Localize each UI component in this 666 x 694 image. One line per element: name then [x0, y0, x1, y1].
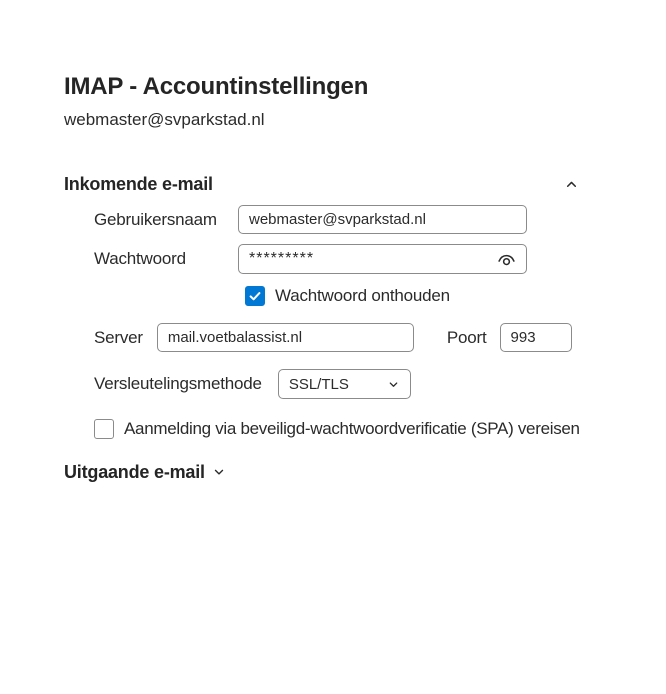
password-field[interactable] [238, 244, 527, 274]
port-label: Poort [446, 327, 487, 347]
encryption-select[interactable] [278, 369, 411, 399]
password-row [94, 244, 666, 274]
remember-password-label: Wachtwoord onthouden [275, 286, 450, 305]
username-label: Gebruikersnaam [94, 209, 217, 229]
page-title: IMAP - Accountinstellingen [64, 73, 369, 100]
reveal-password-eye-icon[interactable] [493, 246, 519, 272]
chevron-up-icon[interactable] [564, 177, 578, 191]
username-row [94, 205, 666, 234]
spa-row [94, 417, 666, 441]
chevron-down-icon [387, 377, 401, 391]
remember-password-checkbox[interactable] [245, 286, 265, 306]
server-label: Server [94, 327, 143, 347]
spa-checkbox[interactable] [94, 419, 114, 439]
outgoing-mail-title: Uitgaande e-mail [64, 462, 205, 482]
incoming-mail-title: Inkomende e-mail [64, 174, 213, 194]
password-input[interactable] [249, 250, 493, 268]
encryption-selected-value: SSL/TLS [288, 375, 349, 393]
incoming-mail-form [94, 205, 666, 441]
port-input[interactable] [500, 323, 572, 352]
chevron-down-icon[interactable] [212, 465, 226, 479]
checkmark-icon [248, 289, 262, 303]
password-label: Wachtwoord [94, 249, 186, 268]
server-input[interactable] [157, 323, 414, 352]
outgoing-mail-header[interactable] [64, 461, 666, 483]
spa-label: Aanmelding via beveiligd-wachtwoordverificatie (SPA) vereisen [124, 419, 580, 438]
incoming-mail-header[interactable] [64, 173, 578, 195]
username-input[interactable] [238, 205, 527, 234]
encryption-label: Versleutelingsmethode [94, 374, 262, 393]
account-email: webmaster@svparkstad.nl [64, 110, 265, 129]
encryption-row [94, 369, 666, 399]
server-port-row [94, 323, 666, 352]
remember-password-row [245, 286, 666, 306]
